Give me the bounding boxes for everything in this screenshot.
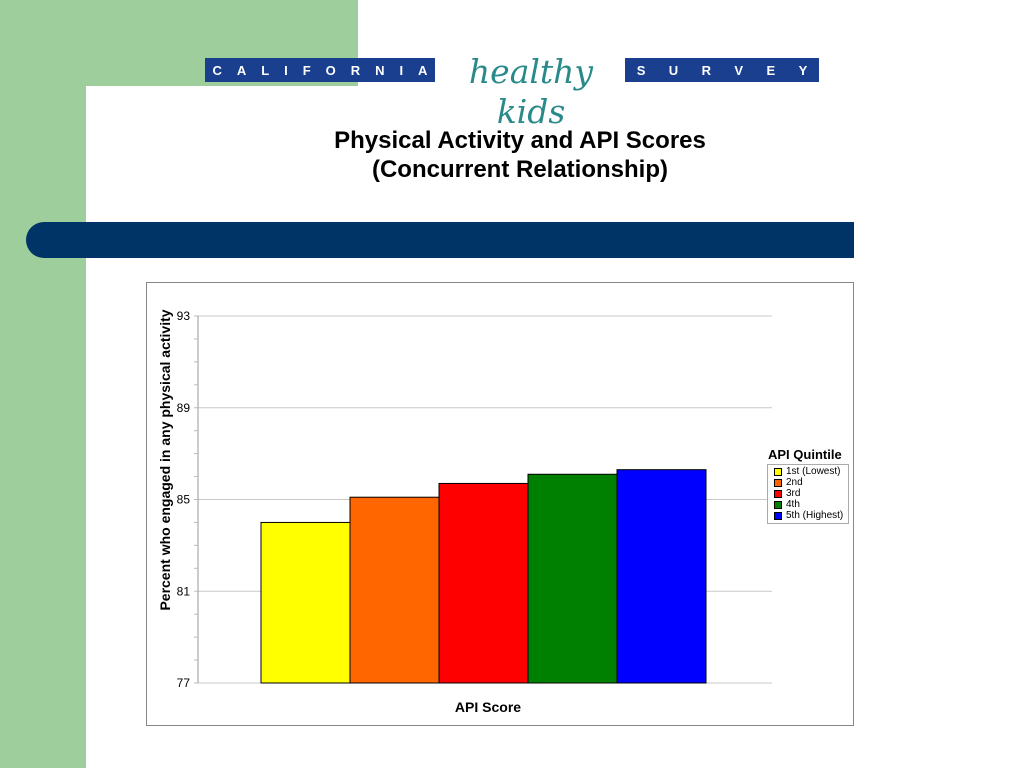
logo-california-letter: R <box>350 62 361 78</box>
logo-california-letter: F <box>302 62 311 78</box>
legend-swatch <box>774 479 782 487</box>
logo-california-letter: C <box>212 62 222 78</box>
logo-script-text: healthy kids <box>468 52 594 131</box>
logo-survey-letter: V <box>734 62 744 78</box>
y-tick-label: 81 <box>176 584 190 599</box>
legend-label: 2nd <box>786 477 803 488</box>
logo-california-letter: I <box>284 62 288 78</box>
y-tick-label: 77 <box>176 676 190 690</box>
logo-california-letter: N <box>375 62 385 78</box>
legend-swatch <box>774 512 782 520</box>
logo-california-letter: I <box>399 62 404 78</box>
logo-survey-letter: E <box>766 62 776 78</box>
legend-label: 5th (Highest) <box>786 510 844 521</box>
legend-swatch <box>774 490 782 498</box>
y-tick-label: 85 <box>176 492 190 507</box>
logo-survey-letter: S <box>636 62 646 78</box>
logo-california-letter: L <box>261 62 270 78</box>
y-axis <box>177 309 198 690</box>
legend-swatch <box>774 468 782 476</box>
bar-5 <box>617 470 706 683</box>
x-axis-label: API Score <box>454 699 522 715</box>
legend-item <box>774 499 848 510</box>
legend-item <box>774 466 848 477</box>
legend-label: 1st (Lowest) <box>786 466 841 477</box>
legend-label: 3rd <box>786 488 801 499</box>
title-line-2: (Concurrent Relationship) <box>371 156 668 183</box>
bar-4 <box>528 474 617 683</box>
chart-legend <box>767 464 849 524</box>
title-line-1: Physical Activity and API Scores <box>334 127 706 154</box>
legend-label: 4th <box>786 499 800 510</box>
legend-item <box>774 477 848 488</box>
logo-california-letter: A <box>236 62 247 78</box>
chart-bars <box>261 470 706 683</box>
legend-title: API Quintile <box>768 447 842 462</box>
legend-item <box>774 488 848 499</box>
logo-california-letter: O <box>325 62 336 78</box>
y-axis-label: Percent who engaged in any physical activity <box>157 309 173 611</box>
bar-3 <box>439 483 528 683</box>
logo-survey-letter: Y <box>798 62 808 78</box>
bar-1 <box>261 522 350 683</box>
y-tick-label: 93 <box>176 309 190 323</box>
legend-swatch <box>774 501 782 509</box>
logo-survey-letter: R <box>701 62 711 78</box>
y-tick-label: 89 <box>176 400 190 415</box>
legend-item <box>774 510 848 521</box>
logo-survey-letter: U <box>668 62 679 78</box>
logo-california-letter: A <box>418 62 428 78</box>
bar-2 <box>350 497 439 683</box>
